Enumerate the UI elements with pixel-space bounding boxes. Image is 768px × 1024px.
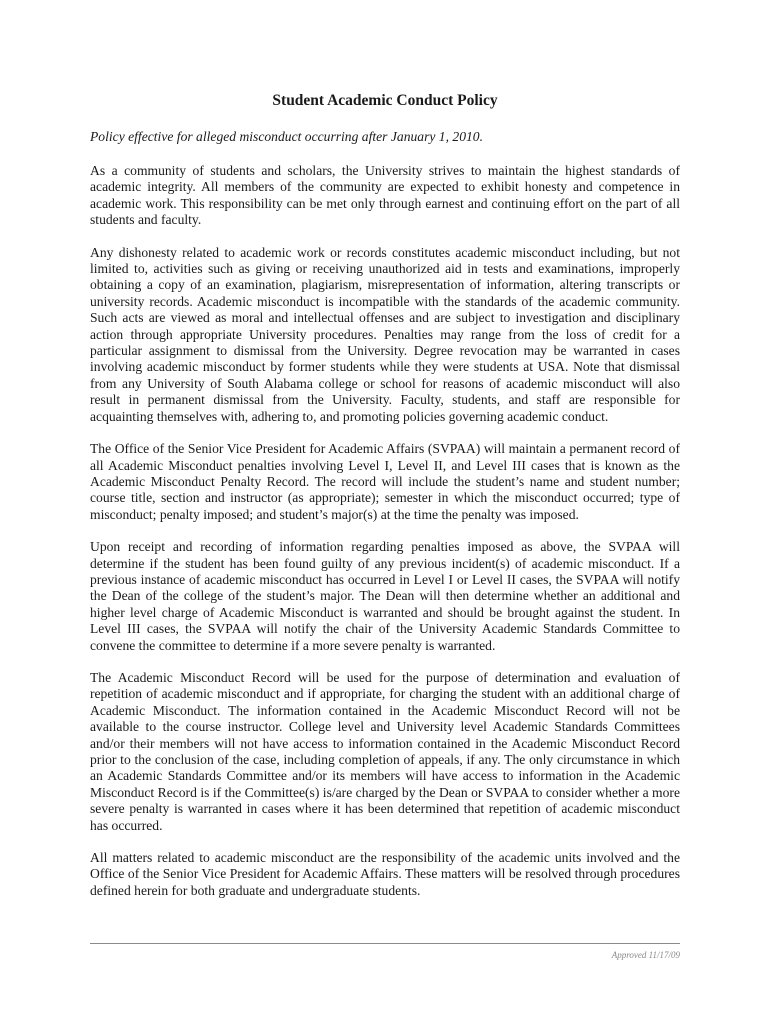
paragraph-misconduct-definition: Any dishonesty related to academic work or records constitutes academic misconduct including, but not limited to, activities such as giving or receiving unauthorized aid in tests and examinations, improperly obtaining a copy of an examination, plagiarism, misrepresentation of information, altering transcripts or university records. Academic misconduct is incompatible with the standards of the academic community. Such acts are viewed as moral and intellectual offenses and are subject to investigation and disciplinary action through appropriate University procedures. Penalties may range from the loss of credit for a particular assignment to dismissal from the University. Degree revocation may be warranted in cases involving academic misconduct by former students while they were students at USA. Note that dismissal from any University of South Alabama college or school for reasons of academic misconduct will also result in permanent dismissal from the University. Faculty, students, and staff are responsible for acquainting themselves with, adhering to, and promoting policies governing academic conduct. (90, 244, 680, 424)
page-title: Student Academic Conduct Policy (272, 92, 498, 109)
paragraph-penalty-record: The Office of the Senior Vice President for Academic Affairs (SVPAA) will maintain a permanent record of all Academic Misconduct penalties involving Level I, Level II, and Level III cases that is known as the Academic Misconduct Penalty Record. The record will include the student’s name and student number; course title, section and instructor (as appropriate); semester in which the misconduct occurred; type of misconduct; penalty imposed; and student’s major(s) at the time the penalty was imposed. (90, 441, 680, 522)
approval-date-note: Approved 11/17/09 (611, 950, 680, 960)
footer-divider (90, 943, 680, 944)
paragraph-record-usage: The Academic Misconduct Record will be used for the purpose of determination and evaluation of repetition of academic misconduct and if appropriate, for charging the student with an additional charge of Academic Misconduct. The information contained in the Academic Misconduct Record will not be available to the course instructor. College level and University level Academic Standards Committees and/or their members will not have access to information contained in the Academic Misconduct Record prior to the conclusion of the case, including completion of appeals, if any. The only circumstance in which an Academic Standards Committee and/or its members will have access to information in the Academic Misconduct Record is if the Committee(s) is/are charged by the Dean or SVPAA to consider whether a more severe penalty is warranted in cases where it has been determined that repetition of academic misconduct has occurred. (90, 669, 680, 833)
effective-date-note: Policy effective for alleged misconduct occurring after January 1, 2010. (90, 128, 483, 144)
paragraph-previous-incidents: Upon receipt and recording of information regarding penalties imposed as above, the SVPAA will determine if the student has been found guilty of any previous incident(s) of academic misconduct. If a previous instance of academic misconduct has occurred in Level I or Level II cases, the SVPAA will notify the Dean of the college of the student’s major. The Dean will then determine whether an additional and higher level charge of Academic Misconduct is warranted and should be brought against the student. In Level III cases, the SVPAA will notify the chair of the University Academic Standards Committee to convene the committee to determine if a more severe penalty is warranted. (90, 539, 680, 653)
paragraph-responsibility: All matters related to academic misconduct are the responsibility of the academic units involved and the Office of the Senior Vice President for Academic Affairs. These matters will be resolved through procedures defined herein for both graduate and undergraduate students. (90, 850, 680, 898)
paragraph-community-integrity: As a community of students and scholars, the University strives to maintain the highest standards of academic integrity. All members of the community are expected to exhibit honesty and competence in academic work. This responsibility can be met only through earnest and continuing effort on the part of all students and faculty. (90, 163, 680, 228)
document-page (90, 92, 680, 915)
